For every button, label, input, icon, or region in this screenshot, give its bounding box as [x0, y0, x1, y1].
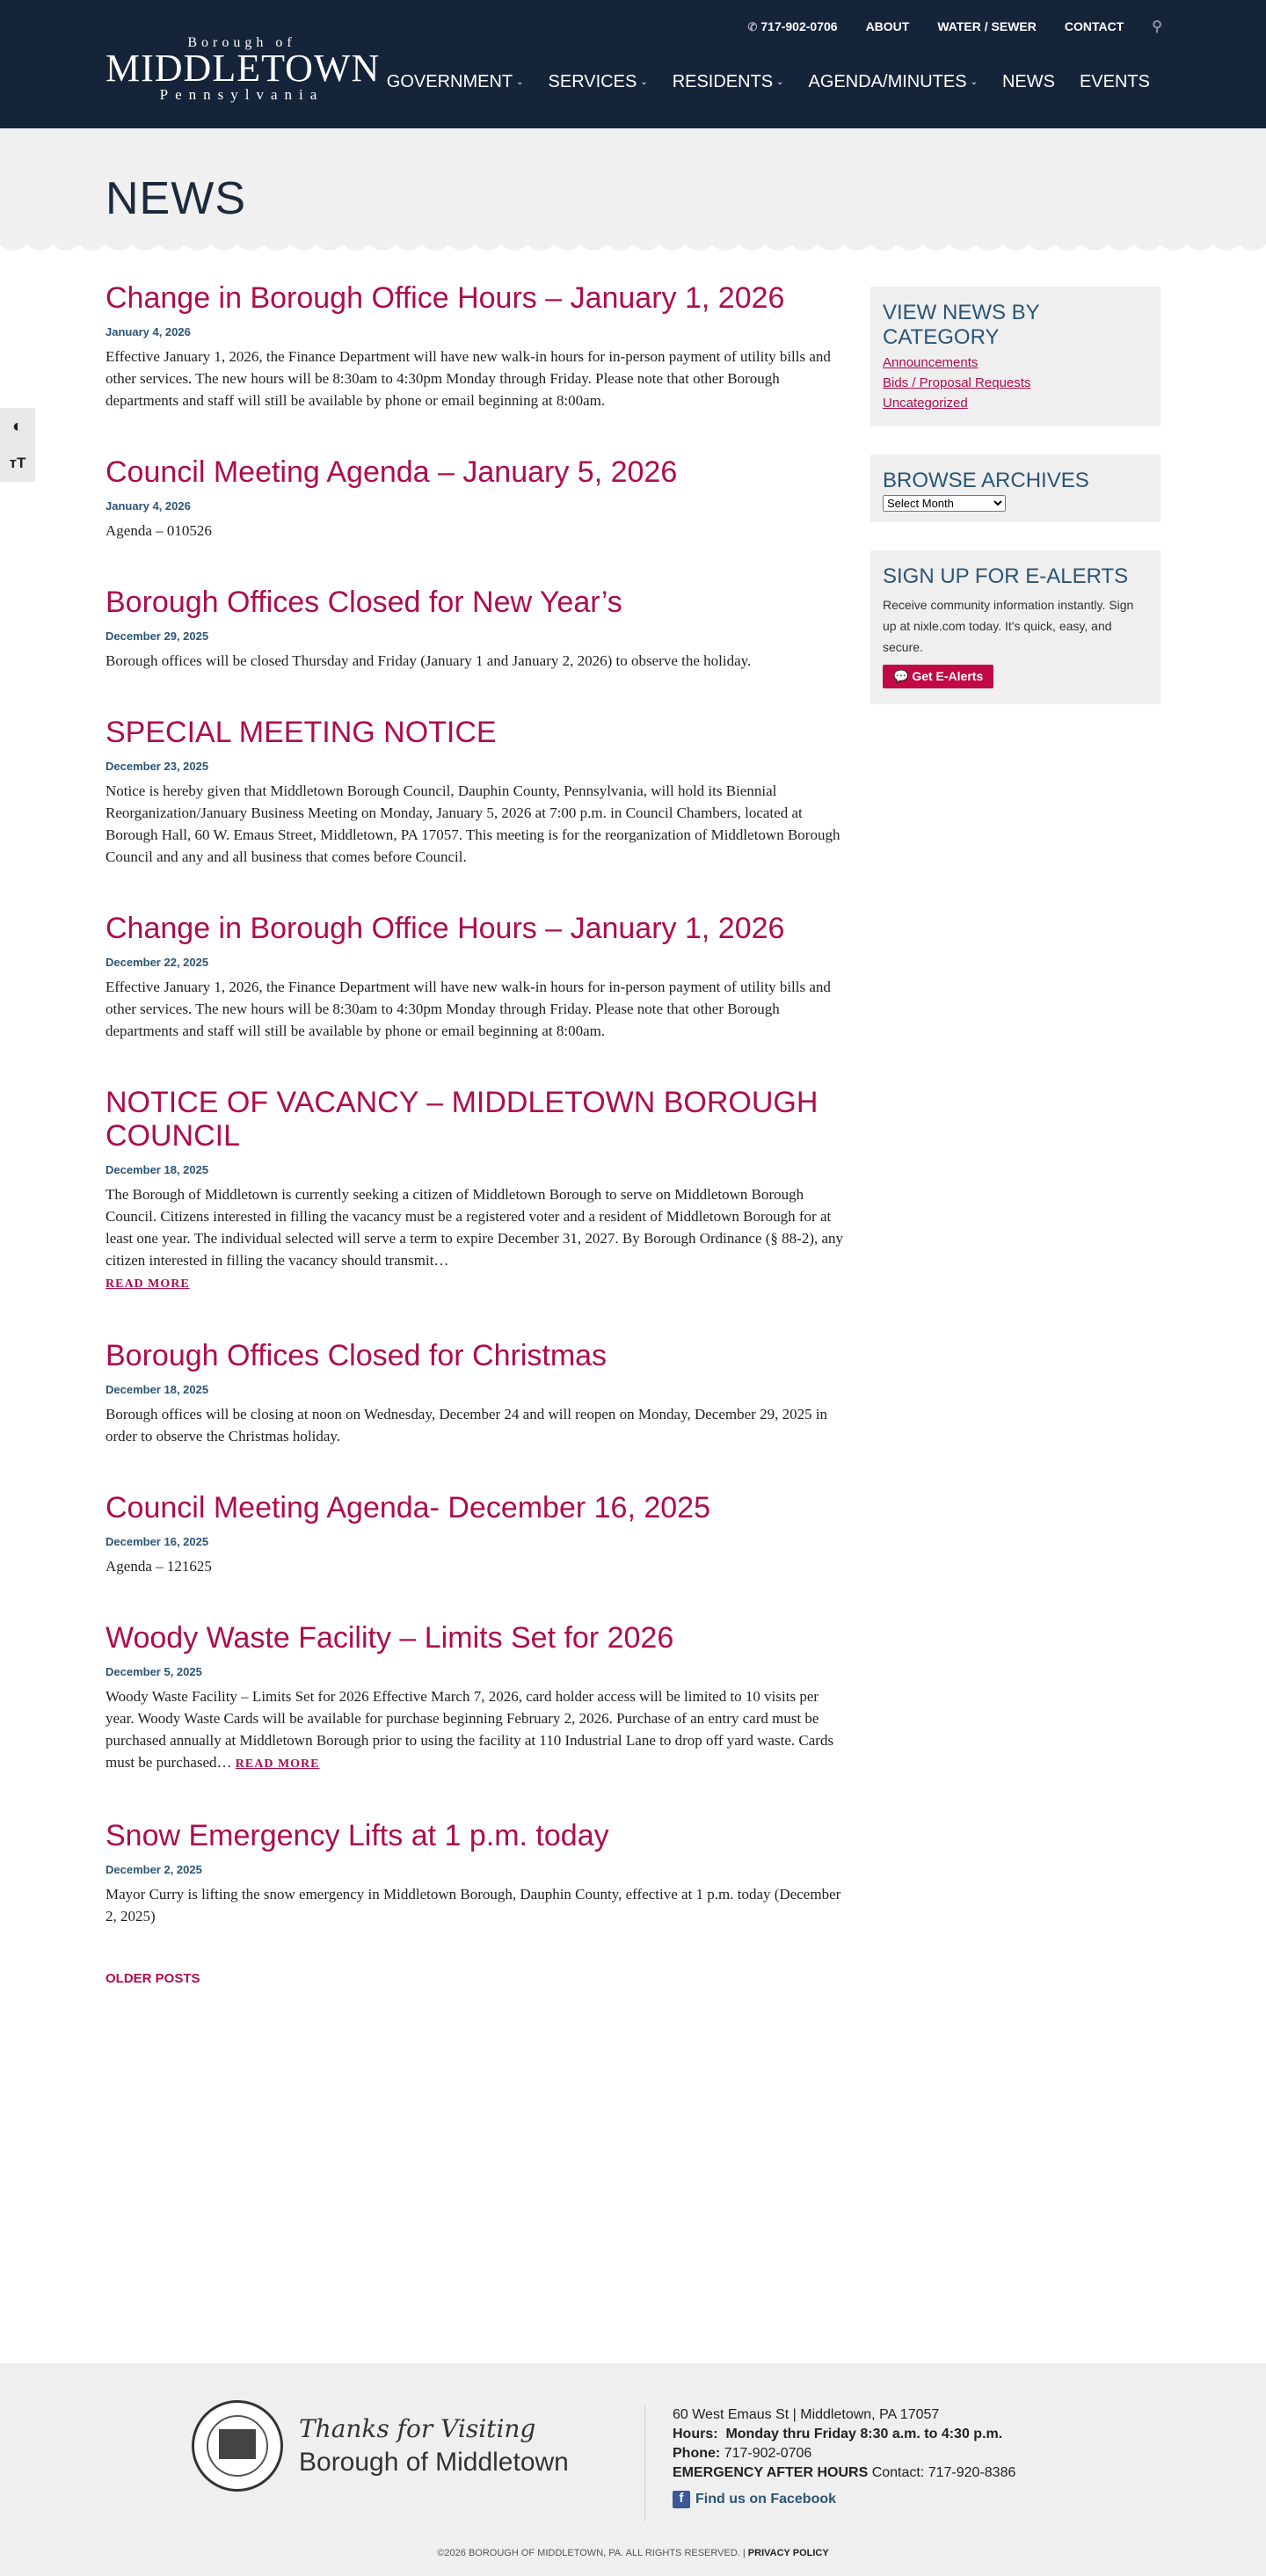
post-date: January 4, 2026: [106, 325, 191, 338]
post-date: January 4, 2026: [106, 499, 191, 513]
post-item: [106, 1491, 844, 1577]
post-date: December 5, 2025: [106, 1665, 202, 1678]
search-icon[interactable]: ⚲: [1152, 19, 1162, 34]
facebook-link[interactable]: f Find us on Facebook: [673, 2490, 1015, 2509]
nav-news[interactable]: NEWS: [1001, 72, 1055, 91]
font-size-toggle-icon[interactable]: тТ: [9, 455, 26, 471]
privacy-policy-link[interactable]: PRIVACY POLICY: [747, 2548, 829, 2558]
post-date: December 18, 2025: [106, 1383, 209, 1396]
category-widget: [870, 287, 1160, 426]
ealerts-widget: [870, 550, 1160, 704]
post-excerpt: Agenda – 121625: [106, 1558, 212, 1575]
post-item: [106, 586, 844, 672]
post-title[interactable]: Council Meeting Agenda – January 5, 2026: [106, 455, 678, 489]
post-excerpt: Woody Waste Facility – Limits Set for 2026 Effective March 7, 2026, card holder access will be limited to 10 visits per year. Woody Waste Cards will be available for purchase beginning February 2, 2026. Purchase of an entry card must be purchased annually at Middletown Borough prior to using the facility at 110 Industrial Lane to drop off yard waste. Cards must be purchased… READ MORE: [106, 1688, 834, 1771]
ealerts-text: Receive community information instantly. Sign up at nixle.com today. It's quick, easy, and secure.: [883, 598, 1134, 654]
post-date: December 29, 2025: [106, 629, 209, 643]
category-list: [883, 355, 1148, 411]
archives-widget: [870, 455, 1160, 522]
logo-state: Pennsylvania: [159, 86, 324, 103]
post-title[interactable]: Borough Offices Closed for Christmas: [106, 1339, 608, 1372]
chevron-down-icon: ⌄: [776, 77, 784, 87]
post-excerpt: Mayor Curry is lifting the snow emergency in Middletown Borough, Dauphin County, effective at 1 p.m. today (December 2, 2025): [106, 1886, 841, 1925]
category-link-announcements[interactable]: Announcements: [883, 355, 979, 370]
post-excerpt: Borough offices will be closed Thursday and Friday (January 1 and January 2, 2026) to observe the holiday.: [106, 652, 752, 669]
site-footer: [0, 2363, 1266, 2576]
post-item: [106, 455, 844, 542]
chevron-down-icon: ⌄: [516, 77, 524, 87]
chevron-down-icon: ⌄: [640, 77, 648, 87]
category-link-uncategorized[interactable]: Uncategorized: [883, 396, 968, 411]
post-excerpt: Effective January 1, 2026, the Finance Department will have new walk-in hours for in-person payment of utility bills and other services. The new hours will be 8:30am to 4:30pm Monday through Friday. Please note that other Borough departments and staff will still be available by phone or email beginning at 8:00am.: [106, 979, 831, 1039]
read-more-link[interactable]: READ MORE: [106, 1277, 190, 1291]
main-nav: [387, 72, 1150, 92]
post-excerpt: Borough offices will be closing at noon on Wednesday, December 24 and will reopen on Monday, December 29, 2025 in order to observe the Christmas holiday.: [106, 1406, 828, 1444]
nav-agenda-minutes[interactable]: AGENDA/MINUTES ⌄: [808, 72, 978, 91]
chat-icon: 💬: [893, 669, 909, 683]
contact-link[interactable]: CONTACT: [1064, 19, 1124, 33]
phone-icon: ✆: [747, 19, 758, 33]
post-list: [106, 281, 844, 1986]
site-header: [0, 0, 1266, 128]
older-posts-link[interactable]: OLDER POSTS: [106, 1971, 200, 1986]
post-excerpt: Notice is hereby given that Middletown Borough Council, Dauphin County, Pennsylvania, will hold its Biennial Reorganization/January Business Meeting on Monday, January 5, 2026 at 7:00 p.m. in Council Chambers, located at Borough Hall, 60 W. Emaus Street, Middletown, PA 17057. This meeting is for the reorganization of Middletown Borough Council and any and all business that comes before Council.: [106, 782, 840, 865]
water-sewer-link[interactable]: WATER / SEWER: [937, 19, 1037, 33]
post-title[interactable]: Borough Offices Closed for New Year’s: [106, 586, 622, 619]
post-item: [106, 1621, 844, 1775]
footer-borough: Borough of Middletown: [299, 2448, 569, 2477]
site-logo[interactable]: [106, 35, 381, 104]
post-title[interactable]: Woody Waste Facility – Limits Set for 2026: [106, 1621, 674, 1655]
post-date: December 18, 2025: [106, 1163, 209, 1176]
footer-hours: Monday thru Friday 8:30 a.m. to 4:30 p.m.: [725, 2427, 1003, 2441]
footer-phone[interactable]: 717-902-0706: [724, 2446, 812, 2461]
utility-nav: [747, 18, 1162, 35]
get-ealerts-button[interactable]: 💬 Get E-Alerts: [883, 665, 993, 688]
nav-events[interactable]: EVENTS: [1079, 72, 1150, 91]
logo-top: Borough of: [187, 35, 296, 50]
contrast-toggle-icon[interactable]: ◐: [11, 416, 24, 436]
post-item: [106, 1819, 844, 1927]
sidebar: [870, 287, 1160, 732]
main-content: [0, 255, 1266, 2363]
widget-title: VIEW NEWS BY CATEGORY: [883, 301, 1040, 349]
page-title: NEWS: [106, 173, 246, 224]
phone-link[interactable]: ✆ 717-902-0706: [747, 18, 838, 33]
footer-divider: [644, 2405, 645, 2521]
post-item: [106, 912, 844, 1042]
post-item: [106, 1339, 844, 1447]
read-more-link[interactable]: READ MORE: [235, 1757, 320, 1771]
widget-title: BROWSE ARCHIVES: [883, 469, 1089, 492]
post-title[interactable]: Change in Borough Office Hours – January 1, 2026: [106, 281, 785, 315]
post-excerpt: Agenda – 010526: [106, 522, 212, 539]
archive-month-select[interactable]: [883, 495, 1006, 512]
post-title[interactable]: Snow Emergency Lifts at 1 p.m. today: [106, 1819, 609, 1852]
chevron-down-icon: ⌄: [970, 77, 978, 87]
footer-contact-info: 60 West Emaus St | Middletown, PA 17057 Hours: Monday thru Friday 8:30 a.m. to 4:30 p.m. Phone: 717-902-0706 EMERGENCY AFTER HOURS Contact: 717-920-8386 f Find us on Facebook: [673, 2405, 1015, 2509]
category-link-bids[interactable]: Bids / Proposal Requests: [883, 375, 1031, 390]
post-excerpt: Effective January 1, 2026, the Finance Department will have new walk-in hours for in-person payment of utility bills and other services. The new hours will be 8:30am to 4:30pm Monday through Friday. Please note that other Borough departments and staff will still be available by phone or email beginning at 8:00am.: [106, 348, 831, 409]
post-item: [106, 281, 844, 411]
nav-government[interactable]: GOVERNMENT ⌄: [386, 72, 524, 91]
post-date: December 16, 2025: [106, 1535, 209, 1548]
copyright: ©2026 BOROUGH OF MIDDLETOWN, PA. ALL RIGHTS RESERVED. | PRIVACY POLICY: [437, 2548, 829, 2558]
logo-name: MIDDLETOWN: [106, 47, 381, 90]
nav-residents[interactable]: RESIDENTS ⌄: [672, 72, 784, 91]
post-date: December 22, 2025: [106, 956, 209, 969]
widget-title: SIGN UP FOR E-ALERTS: [883, 564, 1129, 588]
post-excerpt: The Borough of Middletown is currently seeking a citizen of Middletown Borough to serve on Middletown Borough Council. Citizens interested in filling the vacancy must be a registered voter and a resident of Middletown Borough for at least one year. The individual selected will serve a term to expire December 31, 2027. By Borough Ordinance (§ 88-2), any citizen interested in filling the vacancy should transmit… READ MORE: [106, 1186, 844, 1291]
nav-services[interactable]: SERVICES ⌄: [548, 72, 648, 91]
borough-seal-logo: [192, 2400, 283, 2492]
post-date: December 2, 2025: [106, 1863, 202, 1876]
post-item: [106, 716, 844, 868]
post-title[interactable]: Council Meeting Agenda- December 16, 2025: [106, 1491, 710, 1524]
post-item: [106, 1086, 844, 1295]
post-title[interactable]: SPECIAL MEETING NOTICE: [106, 716, 497, 749]
about-link[interactable]: ABOUT: [865, 19, 910, 33]
post-title[interactable]: Change in Borough Office Hours – January 1, 2026: [106, 912, 785, 945]
footer-emergency: Contact: 717-920-8386: [871, 2465, 1016, 2480]
footer-address: 60 West Emaus St | Middletown, PA 17057: [673, 2407, 940, 2422]
footer-thanks: Thanks for Visiting: [299, 2414, 536, 2443]
post-date: December 23, 2025: [106, 760, 209, 773]
page-title-band: [0, 128, 1266, 255]
post-title[interactable]: NOTICE OF VACANCY – MIDDLETOWN BOROUGH COUNCIL: [106, 1086, 819, 1153]
facebook-icon: f: [673, 2491, 690, 2508]
